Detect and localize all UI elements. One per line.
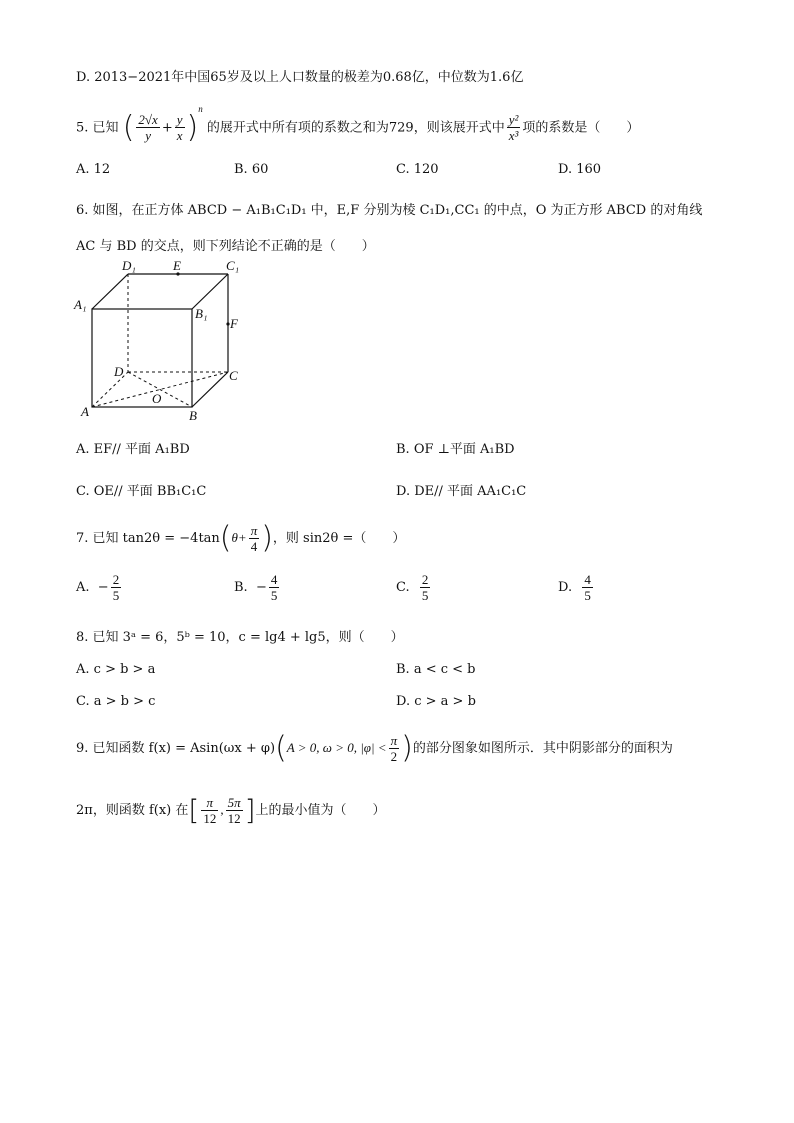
front-face xyxy=(92,309,192,407)
q5-option-d: D. 160 xyxy=(558,162,602,177)
q5-lead: 已知 xyxy=(92,120,119,136)
label-d: D xyxy=(114,364,124,379)
q5-tail: 项的系数是（ ） xyxy=(522,120,640,136)
q4-option-d: D. 2013−2021年中国65岁及以上人口数量的极差为0.68亿，中位数为1.6亿 xyxy=(76,70,524,85)
q7-stem: 7. 已知 tan2θ = −4tan(θ+ $\frac{\pi}{4}$ )，则 sin2θ =（ ） xyxy=(76,520,406,556)
q7-pi-over-4: $\frac{\pi}{4}$ xyxy=(250,523,258,554)
q6-stem-line1: 6. 如图，在正方体 ABCD − A₁B₁C₁D₁ 中，E,F 分别为棱 C₁D₁,CC₁ 的中点，O 为正方形 ABCD 的对角线 xyxy=(76,203,703,218)
q9-interval-start: $\frac{\pi}{12}$ xyxy=(203,795,217,826)
label-e: E xyxy=(173,258,181,273)
q7-option-c: C. $\frac{2}{5}$ xyxy=(396,572,429,603)
q5-option-a: A. 12 xyxy=(76,162,111,177)
label-b: B xyxy=(189,408,197,423)
q6-stem-line2: AC 与 BD 的交点，则下列结论不正确的是（ ） xyxy=(76,239,375,254)
q8-option-b: B. a < c < b xyxy=(396,662,476,677)
cube-figure xyxy=(72,258,252,424)
q5-term: $\frac{\text{y²}}{\text{x³}}$ xyxy=(508,112,519,144)
q5-frac-1: $\frac{2√x}{y}$ xyxy=(138,112,158,144)
label-o: O xyxy=(152,391,162,406)
label-f: F xyxy=(230,316,238,331)
q5-left-paren: ( xyxy=(122,109,135,145)
label-a: A xyxy=(81,404,89,419)
label-d1: D₁ xyxy=(122,258,136,273)
q7-lead: 已知 tan2θ = −4tan xyxy=(92,531,220,546)
q9-line2-tail: 上的最小值为（ ） xyxy=(255,803,386,818)
q9-lead: 已知函数 f(x) = Asin(ωx + φ) xyxy=(92,741,276,756)
q9-pi-over-2: $\frac{\pi}{2}$ xyxy=(390,733,398,764)
q9-tail: 的部分图象如图所示．其中阴影部分的面积为 xyxy=(412,741,673,756)
q5-option-c: C. 120 xyxy=(396,162,439,177)
label-b1: B₁ xyxy=(195,306,208,321)
q5-option-b: B. 60 xyxy=(234,162,269,177)
q8-option-a: A. c > b > a xyxy=(76,662,156,677)
q7-option-a: A. − $\frac{2}{5}$ xyxy=(76,572,120,603)
q8-option-d: D. c > a > b xyxy=(396,694,476,709)
label-c1: C₁ xyxy=(226,258,240,273)
q8-stem: 8. 已知 3ᵃ = 6，5ᵇ = 10，c = lg4 + lg5，则（ ） xyxy=(76,630,404,645)
q9-stem-line1: 9. 已知函数 f(x) = Asin(ωx + φ)(A > 0, ω > 0, |φ| < $\frac{\pi}{2}$ )的部分图象如图所示．其中阴影部分的面积为 xyxy=(76,730,673,766)
q7-option-b: B. − $\frac{4}{5}$ xyxy=(234,572,278,603)
q9-stem-line2: 2π，则函数 f(x) 在[ $\frac{\pi}{12}$ , $\frac{5\pi}{12}$ ]上的最小值为（ ） xyxy=(76,793,386,827)
q6-option-c: C. OE// 平面 BB₁C₁C xyxy=(76,484,207,499)
q6-option-a: A. EF// 平面 A₁BD xyxy=(76,442,190,457)
q9-interval-end: $\frac{5\pi}{12}$ xyxy=(227,795,241,826)
label-c: C xyxy=(229,368,238,383)
q9-line2-lead: 2π，则函数 f(x) 在 xyxy=(76,803,189,818)
q7-option-d: D. $\frac{4}{5}$ xyxy=(558,572,591,603)
q6-option-d: D. DE// 平面 AA₁C₁C xyxy=(396,484,527,499)
q6-option-b: B. OF ⊥平面 A₁BD xyxy=(396,442,515,457)
label-a1: A₁ xyxy=(74,297,87,312)
q8-option-c: C. a > b > c xyxy=(76,694,156,709)
q5-right-paren: ) xyxy=(186,109,199,145)
q5-mid: 的展开式中所有项的系数之和为729，则该展开式中 xyxy=(206,120,505,136)
q5-exponent: n xyxy=(198,104,203,114)
q5-number: 5. xyxy=(76,120,89,136)
q7-number: 7. xyxy=(76,531,89,546)
q9-condition: A > 0, ω > 0, |φ| < xyxy=(286,740,387,755)
q9-number: 9. xyxy=(76,741,89,756)
q5-frac-2: $\frac{y}{x}$ xyxy=(176,112,183,144)
q7-tail: ，则 sin2θ =（ ） xyxy=(272,531,406,546)
q5-stem: 5. 已知 ( $\frac{2√x}{y}$ + $\frac{y}{x}$ )$^n$ 的展开式中所有项的系数之和为729，则该展开式中 $\frac{\text{y²}}{\text{x³}}$ 项的系数是（ ） xyxy=(76,104,640,145)
